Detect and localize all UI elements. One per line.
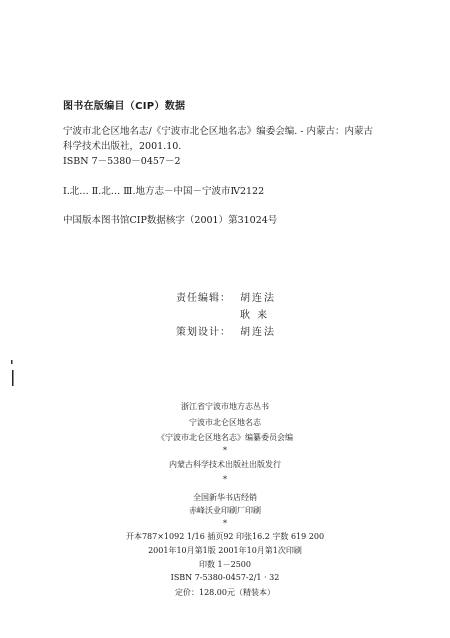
colophon-editor: 《宁波市北仑区地名志》编纂委员会编 — [157, 433, 293, 442]
scan-artifact-mark — [8, 358, 16, 388]
credit-row — [176, 324, 276, 341]
credit-row — [176, 290, 276, 307]
cip-record — [63, 124, 423, 169]
colophon-separator: * — [223, 475, 227, 484]
cip-heading: 图书在版编目（CIP）数据 — [63, 101, 186, 112]
colophon-price: 定价：128.00元（精装本） — [175, 588, 275, 597]
credits-block — [176, 290, 276, 341]
credit-name: 胡连法 — [240, 293, 276, 304]
colophon-separator: * — [223, 446, 227, 455]
credit-name: 胡连法 — [240, 327, 276, 338]
cip-record-line: 宁波市北仑区地名志/《宁波市北仑区地名志》编委会编. - 内蒙古：内蒙古 — [63, 126, 373, 137]
cip-subject-headings: Ⅰ.北… Ⅱ.北… Ⅲ.地方志－中国－宁波市Ⅳ2122 — [63, 186, 265, 197]
colophon-series: 浙江省宁波市地方志丛书 — [181, 402, 269, 411]
cip-isbn: ISBN 7－5380－0457－2 — [63, 156, 181, 167]
colophon-publisher: 内蒙古科学技术出版社出版发行 — [169, 460, 281, 469]
colophon-book-title: 宁波市北仑区地名志 — [189, 418, 261, 427]
credit-label — [176, 307, 240, 324]
colophon-edition: 2001年10月第1版 2001年10月第1次印刷 — [148, 546, 302, 555]
colophon-isbn: ISBN 7-5380-0457-2/1 · 32 — [170, 573, 280, 582]
colophon-print-run: 印数 1－2500 — [199, 560, 251, 569]
cip-data-number: 中国版本图书馆CIP数据核字（2001）第31024号 — [63, 215, 278, 226]
colophon-separator: * — [223, 519, 227, 528]
colophon-format: 开本787×1092 1/16 插页92 印张16.2 字数 619 200 — [125, 532, 325, 541]
credit-label: 责任编辑： — [176, 293, 231, 304]
credit-name: 耿 来 — [240, 310, 270, 321]
colophon-printer: 赤峰沃业印刷厂印刷 — [189, 506, 261, 515]
colophon-distributor: 全国新华书店经销 — [193, 493, 257, 502]
credit-label: 策划设计： — [176, 327, 231, 338]
cip-record-line: 科学技术出版社，2001.10. — [63, 141, 182, 152]
credit-row — [176, 307, 276, 324]
